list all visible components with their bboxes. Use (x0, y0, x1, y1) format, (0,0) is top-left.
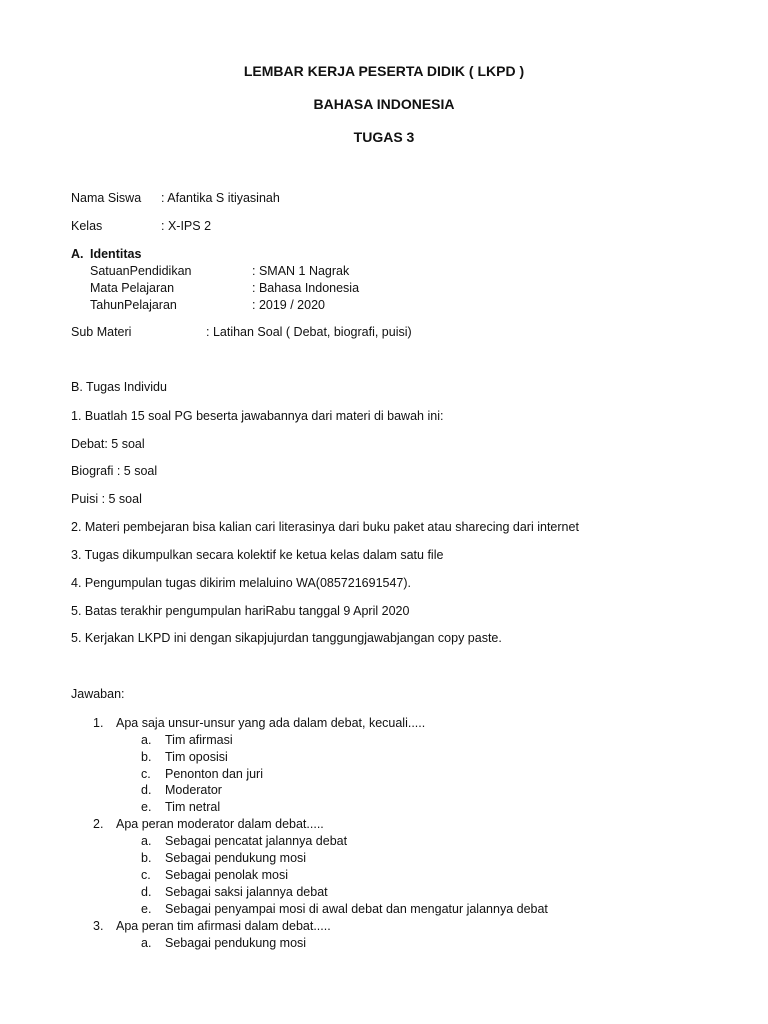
option-letter: a. (141, 733, 152, 747)
option-text: Sebagai penolak mosi (165, 868, 288, 882)
tasks-heading: B. Tugas Individu (71, 380, 167, 394)
option-letter: c. (141, 868, 151, 882)
option-letter: c. (141, 767, 151, 781)
document-subject: BAHASA INDONESIA (313, 96, 455, 112)
question-text: Apa peran tim afirmasi dalam debat..... (116, 919, 331, 933)
task-line: 4. Pengumpulan tugas dikirim melaluino WA(085721691547). (71, 576, 412, 590)
option-text: Tim afirmasi (165, 733, 233, 747)
student-class-label: Kelas (71, 219, 103, 233)
task-line: 1. Buatlah 15 soal PG beserta jawabannya dari materi di bawah ini: (71, 409, 444, 423)
task-line: 5. Kerjakan LKPD ini dengan sikapjujurdan tanggungjawabjangan copy paste. (71, 631, 502, 645)
answer-option (141, 936, 306, 950)
identity-row-label: TahunPelajaran (90, 298, 177, 312)
answer-option (141, 868, 288, 882)
question-item (93, 919, 331, 933)
student-class-row (71, 219, 211, 233)
identity-row (90, 298, 325, 312)
identity-row (90, 264, 349, 278)
question-number: 3. (93, 919, 104, 933)
option-letter: d. (141, 885, 152, 899)
question-text: Apa peran moderator dalam debat..... (116, 817, 324, 831)
option-letter: b. (141, 851, 152, 865)
identity-row-value: : Bahasa Indonesia (252, 281, 360, 295)
option-letter: a. (141, 936, 152, 950)
identity-row (90, 281, 359, 295)
answer-option (141, 834, 347, 848)
answer-option (141, 851, 306, 865)
student-name-value: : Afantika S itiyasinah (161, 191, 280, 205)
answer-option (141, 902, 548, 916)
identity-heading-text: Identitas (90, 247, 142, 261)
identity-heading-number: A. (71, 247, 84, 261)
question-number: 1. (93, 716, 104, 730)
sub-materi-row (71, 325, 412, 339)
task-line: 2. Materi pembejaran bisa kalian cari literasinya dari buku paket atau sharecing dari internet (71, 520, 579, 534)
task-line: 5. Batas terakhir pengumpulan hariRabu tanggal 9 April 2020 (71, 604, 410, 618)
question-text: Apa saja unsur-unsur yang ada dalam debat, kecuali..... (116, 716, 426, 730)
identity-heading (71, 247, 141, 261)
option-letter: e. (141, 800, 152, 814)
answers-heading: Jawaban: (71, 687, 125, 701)
student-name-label: Nama Siswa (71, 191, 142, 205)
document-task: TUGAS 3 (353, 129, 415, 145)
task-line: Debat: 5 soal (71, 437, 145, 451)
answer-option (141, 783, 222, 797)
question-item (93, 817, 324, 831)
identity-row-label: Mata Pelajaran (90, 281, 175, 295)
option-text: Tim netral (165, 800, 221, 814)
question-number: 2. (93, 817, 104, 831)
answer-option (141, 750, 228, 764)
student-name-row (71, 191, 280, 205)
task-line: Puisi : 5 soal (71, 492, 142, 506)
document-title: LEMBAR KERJA PESERTA DIDIK ( LKPD ) (243, 63, 525, 79)
option-text: Tim oposisi (165, 750, 228, 764)
option-text: Sebagai pendukung mosi (165, 936, 307, 950)
task-line: Biografi : 5 soal (71, 464, 158, 478)
task-line: 3. Tugas dikumpulkan secara kolektif ke ketua kelas dalam satu file (71, 548, 444, 562)
sub-materi-label: Sub Materi (71, 325, 132, 339)
option-text: Moderator (165, 783, 222, 797)
identity-row-value: : 2019 / 2020 (252, 298, 325, 312)
question-item (93, 716, 425, 730)
answer-option (141, 767, 263, 781)
identity-row-label: SatuanPendidikan (90, 264, 192, 278)
answer-option (141, 733, 233, 747)
student-class-value: : X-IPS 2 (161, 219, 212, 233)
option-text: Sebagai pencatat jalannya debat (165, 834, 348, 848)
answer-option (141, 800, 220, 814)
option-letter: e. (141, 902, 152, 916)
option-text: Penonton dan juri (165, 767, 263, 781)
identity-row-value: : SMAN 1 Nagrak (252, 264, 350, 278)
option-letter: a. (141, 834, 152, 848)
option-text: Sebagai penyampai mosi di awal debat dan mengatur jalannya debat (165, 902, 548, 916)
answer-option (141, 885, 328, 899)
option-text: Sebagai pendukung mosi (165, 851, 307, 865)
option-text: Sebagai saksi jalannya debat (165, 885, 328, 899)
sub-materi-value: : Latihan Soal ( Debat, biografi, puisi) (206, 325, 412, 339)
option-letter: d. (141, 783, 152, 797)
option-letter: b. (141, 750, 152, 764)
